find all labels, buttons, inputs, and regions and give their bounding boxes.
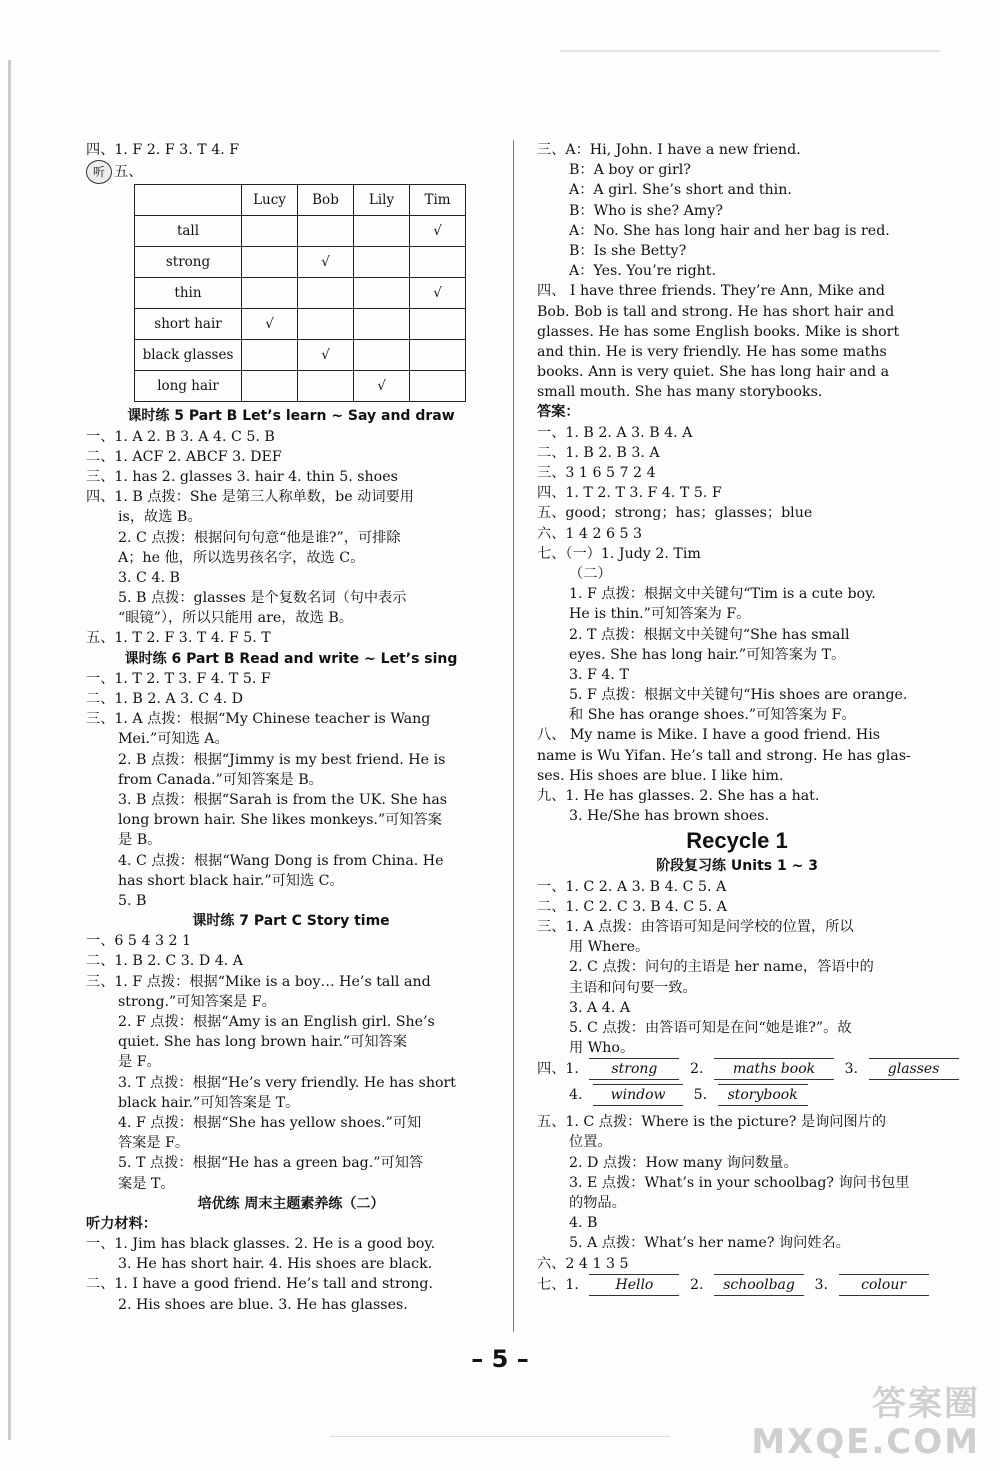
answer-line: 3. B 点拨：根据“Sarah is from the UK. She has — [118, 791, 448, 808]
answer-line: 五、1. C 点拨：Where is the picture? 是询问图片的 — [537, 1114, 887, 1131]
answer-line: 二、1. B 2. B 3. A — [537, 444, 660, 461]
answer-line: 一、6 5 4 3 2 1 — [86, 933, 192, 950]
answer-line: 主语和问句要一致。 — [569, 979, 697, 996]
answer-line: A：A girl. She’s short and thin. — [569, 182, 792, 199]
trait-table — [134, 184, 466, 402]
table-cell: √ — [298, 340, 354, 371]
answer-line: Mei.”可知选 A。 — [118, 731, 229, 748]
answer-line: 1. F 点拨：根据文中关键句“Tim is a cute boy. — [569, 586, 876, 603]
answer-line: （二） — [569, 565, 612, 582]
item-number: 3. — [814, 1276, 829, 1293]
table-row — [135, 340, 466, 371]
table-header-row — [135, 185, 466, 216]
answer-line: 4. C 点拨：根据“Wang Dong is from China. He — [118, 852, 444, 869]
table-cell — [354, 278, 410, 309]
answer-line: He is thin.”可知答案为 F。 — [569, 606, 751, 623]
answer-line: 一、1. C 2. A 3. B 4. C 5. A — [537, 878, 727, 895]
answer-line: 五、1. T 2. F 3. T 4. F 5. T — [86, 630, 271, 647]
answer-line: 六、1 4 2 6 5 3 — [537, 525, 643, 542]
section-4-handwriting-row2 — [537, 1084, 937, 1112]
handwritten-word: Hello — [589, 1274, 679, 1296]
answer-line: 案是 T。 — [118, 1175, 175, 1192]
answer-line: 和 She has orange shoes.”可知答案为 F。 — [569, 707, 856, 724]
table-header-cell: Lily — [354, 185, 410, 216]
answer-line: 用 Where。 — [569, 939, 650, 956]
answer-line: 5. T 点拨：根据“He has a green bag.”可知答 — [118, 1155, 424, 1172]
answer-line: ses. His shoes are blue. I like him. — [537, 767, 784, 784]
left-answer-lines — [86, 406, 496, 1314]
item-number: 5. — [693, 1087, 708, 1104]
answer-line: 答案： — [537, 404, 580, 421]
table-row — [135, 216, 466, 247]
watermark — [751, 1385, 980, 1461]
answer-line: A；he 他，所以选男孩名字，故选 C。 — [118, 549, 365, 566]
table-cell — [242, 340, 298, 371]
answer-line: 听力材料： — [86, 1215, 157, 1232]
scan-edge — [8, 60, 11, 1440]
table-header-cell: Lucy — [242, 185, 298, 216]
handwritten-word: schoolbag — [714, 1274, 804, 1296]
table-cell — [242, 371, 298, 402]
review-answers-2 — [537, 1112, 937, 1274]
table-cell: long hair — [135, 371, 242, 402]
table-cell — [354, 247, 410, 278]
section-7-handwriting-row — [537, 1274, 937, 1302]
table-cell — [354, 309, 410, 340]
right-column — [537, 140, 940, 1302]
answer-line: A：No. She has long hair and her bag is red. — [569, 222, 890, 239]
bottom-rule — [330, 1436, 670, 1437]
section-4-answers: 四、1. F 2. F 3. T 4. F — [86, 142, 240, 158]
table-cell: √ — [410, 278, 466, 309]
table-cell — [354, 340, 410, 371]
handwritten-word: storybook — [718, 1084, 808, 1106]
item-number: 4. — [569, 1087, 583, 1104]
answer-line: 五、good；strong；has；glasses；blue — [537, 505, 813, 522]
handwritten-word: glasses — [869, 1058, 959, 1080]
answer-line: 三、1. has 2. glasses 3. hair 4. thin 5. shoes — [86, 468, 398, 485]
answer-line: 三、1. A 点拨：由答语可知是问学校的位置，所以 — [537, 918, 854, 935]
answer-line: 是 B。 — [118, 832, 162, 849]
table-cell — [410, 340, 466, 371]
answer-line: 2. F 点拨：根据“Amy is an English girl. She’s — [118, 1014, 435, 1030]
table-cell — [242, 278, 298, 309]
answer-line: 培优练 周末主题素养练（二） — [197, 1195, 385, 1212]
answer-line: B：A boy or girl? — [569, 162, 691, 179]
answer-line: 二、1. C 2. C 3. B 4. C 5. A — [537, 898, 727, 915]
answer-line: 5. C 点拨：由答语可知是在问“她是谁?”。故 — [569, 1019, 852, 1036]
answer-line: 用 Who。 — [569, 1040, 635, 1057]
table-header-cell: Bob — [298, 185, 354, 216]
table-cell: short hair — [135, 309, 242, 340]
table-cell: √ — [298, 247, 354, 278]
section-4-prefix: 四、1. — [537, 1061, 579, 1078]
answer-line: from Canada.”可知答案是 B。 — [118, 771, 323, 788]
answer-line: 三、1. A 点拨：根据“My Chinese teacher is Wang — [86, 711, 431, 728]
answer-line: 5. B 点拨：glasses 是个复数名词（句中表示 — [118, 590, 407, 607]
answer-line: 九、1. He has glasses. 2. She has a hat. — [537, 788, 820, 804]
answer-line: 2. C 点拨：问句的主语是 her name，答语中的 — [569, 959, 874, 976]
answer-line: Bob. Bob is tall and strong. He has short hair and — [537, 303, 895, 320]
item-number: 2. — [689, 1276, 704, 1293]
answer-line: B：Is she Betty? — [569, 242, 687, 259]
table-cell: √ — [354, 371, 410, 402]
table-cell — [135, 185, 242, 216]
answer-line: 四、1. B 点拨：She 是第三人称单数，be 动词要用 — [86, 489, 414, 506]
watermark-line2: MXQE.COM — [751, 1422, 980, 1462]
answer-line: 4. B — [569, 1215, 598, 1232]
answer-line: 一、1. A 2. B 3. A 4. C 5. B — [86, 428, 275, 445]
trait-table-wrap — [134, 184, 496, 402]
answer-line: black hair.”可知答案是 T。 — [118, 1094, 300, 1111]
answer-line: 一、1. T 2. T 3. F 4. T 5. F — [86, 670, 271, 687]
review-answers-1 — [537, 877, 937, 1059]
listening-script-and-answers — [537, 140, 937, 826]
column-divider — [513, 140, 514, 1332]
answer-line: “眼镜”），所以只能用 are，故选 B。 — [118, 610, 353, 627]
answer-line: 2. C 点拨：根据问句句意“他是谁?”，可排除 — [118, 529, 401, 546]
answer-line: 3. E 点拨：What’s in your schoolbag? 询问书包里 — [569, 1174, 910, 1191]
answer-line: 2. His shoes are blue. 3. He has glasses. — [118, 1296, 408, 1313]
answer-line: 六、2 4 1 3 5 — [537, 1255, 629, 1272]
table-cell — [242, 216, 298, 247]
answer-line: 一、1. B 2. A 3. B 4. A — [537, 424, 693, 441]
handwritten-word: strong — [589, 1058, 679, 1080]
answer-line: 3. A 4. A — [569, 999, 631, 1016]
table-row — [135, 309, 466, 340]
table-cell — [410, 247, 466, 278]
answer-line: 三、A：Hi, John. I have a new friend. — [537, 142, 801, 158]
answer-line: 是 F。 — [118, 1054, 161, 1071]
answer-line: 2. D 点拨：How many 询问数量。 — [569, 1154, 798, 1171]
answer-line: 一、1. Jim has black glasses. 2. He is a good boy. — [86, 1236, 436, 1253]
answer-line: 答案是 F。 — [118, 1135, 190, 1152]
answer-line: 二、1. B 2. C 3. D 4. A — [86, 953, 243, 970]
answer-line: name is Wu Yifan. He’s tall and strong. He has glas- — [537, 747, 911, 764]
watermark-line1: 答案圈 — [872, 1384, 980, 1424]
table-cell — [410, 371, 466, 402]
answer-line: 课时练 6 Part B Read and write ~ Let’s sing — [124, 650, 458, 667]
table-cell — [410, 309, 466, 340]
table-cell — [354, 216, 410, 247]
answer-line: 5. F 点拨：根据文中关键句“His shoes are orange. — [569, 687, 908, 704]
answer-line: 3. He has short hair. 4. His shoes are black. — [118, 1256, 433, 1273]
section-5-label: 五、 — [114, 164, 143, 181]
answer-line: 2. T 点拨：根据文中关键句“She has small — [569, 626, 850, 643]
table-cell — [242, 247, 298, 278]
table-cell: strong — [135, 247, 242, 278]
answer-line: long brown hair. She likes monkeys.”可知答案 — [118, 812, 442, 829]
table-row — [135, 278, 466, 309]
table-cell: tall — [135, 216, 242, 247]
table-cell — [298, 309, 354, 340]
answer-line: 3. He/She has brown shoes. — [569, 808, 770, 825]
table-cell: √ — [242, 309, 298, 340]
answer-line: glasses. He has some English books. Mike is short — [537, 323, 900, 340]
stage-review-title: 阶段复习练 Units 1 ~ 3 — [656, 858, 818, 875]
answer-line: has short black hair.”可知选 C。 — [118, 872, 344, 889]
answer-line: B：Who is she? Amy? — [569, 202, 723, 219]
answer-line: 3. F 4. T — [569, 666, 629, 683]
answer-line: 三、1. F 点拨：根据“Mike is a boy… He’s tall and — [86, 973, 431, 990]
answer-line: 2. B 点拨：根据“Jimmy is my best friend. He is — [118, 751, 446, 768]
answer-line: and thin. He is very friendly. He has some maths — [537, 343, 887, 360]
answer-line: 二、1. I have a good friend. He’s tall and strong. — [86, 1276, 434, 1293]
answer-line: 5. A 点拨：What’s her name? 询问姓名。 — [569, 1235, 850, 1252]
section-7-prefix: 七、1. — [537, 1276, 579, 1293]
answer-line: small mouth. She has many storybooks. — [537, 384, 823, 401]
answer-line: 3. T 点拨：根据“He’s very friendly. He has short — [118, 1074, 456, 1091]
section-4-handwriting-row1 — [537, 1058, 940, 1084]
answer-line: 位置。 — [569, 1134, 612, 1151]
page-number: – 5 – — [471, 1345, 529, 1373]
answer-line: 课时练 5 Part B Let’s learn ~ Say and draw — [127, 408, 455, 425]
recycle-title: Recycle 1 — [686, 828, 788, 854]
item-number: 3. — [844, 1061, 859, 1078]
answer-line: 课时练 7 Part C Story time — [192, 913, 390, 930]
listen-icon: 听 — [86, 160, 112, 184]
table-cell: thin — [135, 278, 242, 309]
answer-line: 八、 My name is Mike. I have a good friend. His — [537, 727, 881, 744]
section-5-heading — [86, 160, 496, 180]
answer-line: strong.”可知答案是 F。 — [118, 993, 276, 1010]
answer-line: is，故选 B。 — [118, 509, 202, 526]
answer-line: 二、1. B 2. A 3. C 4. D — [86, 691, 243, 707]
answer-line: 三、3 1 6 5 7 2 4 — [537, 465, 656, 481]
answer-line: 的物品。 — [569, 1195, 626, 1211]
answer-line: 四、 I have three friends. They’re Ann, Mike and — [537, 283, 885, 300]
answer-line: 4. F 点拨：根据“She has yellow shoes.”可知 — [118, 1114, 422, 1131]
answer-line: 5. B — [118, 892, 147, 909]
table-cell — [298, 278, 354, 309]
handwritten-word: maths book — [714, 1058, 834, 1080]
item-number: 2. — [689, 1061, 704, 1078]
answer-line: eyes. She has long hair.”可知答案为 T。 — [569, 646, 846, 663]
table-row — [135, 371, 466, 402]
answer-line: 3. C 4. B — [118, 569, 180, 586]
table-row — [135, 247, 466, 278]
table-cell: √ — [410, 216, 466, 247]
answer-line: A：Yes. You’re right. — [569, 263, 717, 280]
answer-line: quiet. She has long brown hair.”可知答案 — [118, 1034, 407, 1051]
handwritten-word: window — [593, 1084, 683, 1106]
answer-line: books. Ann is very quiet. She has long hair and a — [537, 364, 890, 381]
table-header-cell: Tim — [410, 185, 466, 216]
table-cell — [298, 216, 354, 247]
answer-line: 二、1. ACF 2. ABCF 3. DEF — [86, 448, 282, 465]
answer-line: 七、（一）1. Judy 2. Tim — [537, 545, 701, 562]
table-cell — [298, 371, 354, 402]
table-cell: black glasses — [135, 340, 242, 371]
handwritten-word: colour — [839, 1274, 929, 1296]
top-rule — [560, 50, 940, 52]
answer-line: 四、1. T 2. T 3. F 4. T 5. F — [537, 485, 722, 502]
left-column — [86, 140, 496, 1315]
